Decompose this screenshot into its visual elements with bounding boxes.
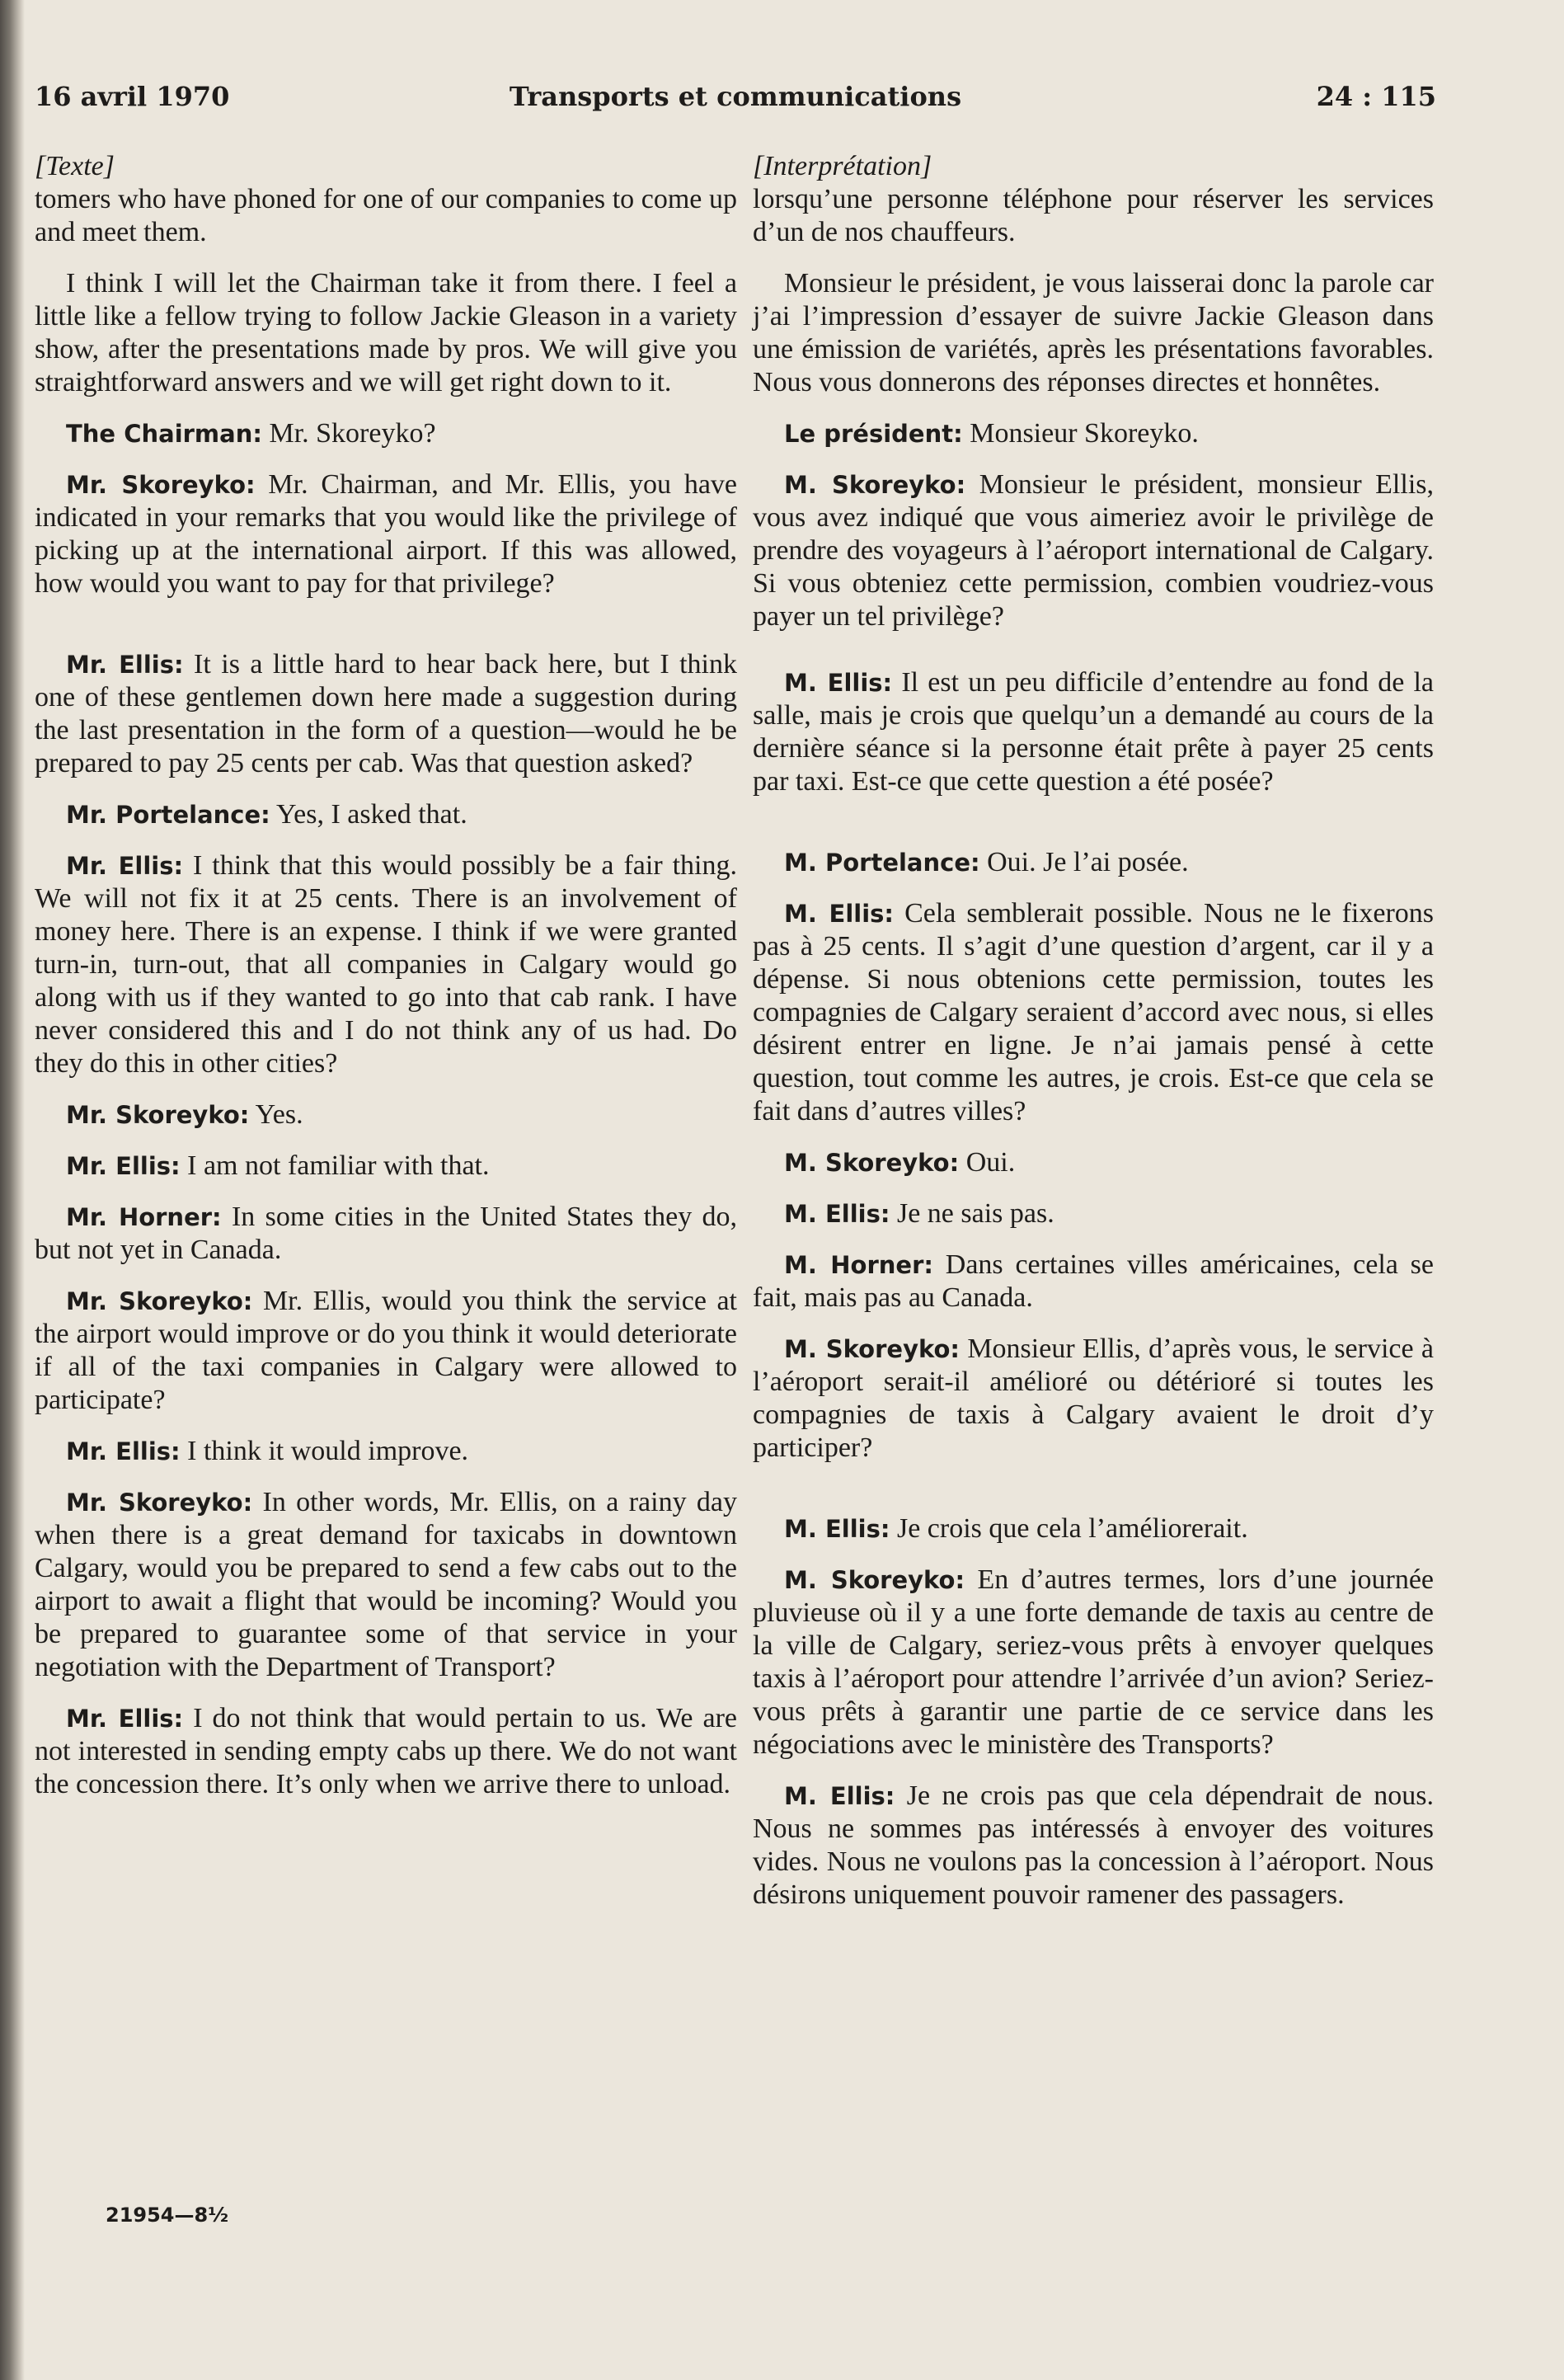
speech-text: Je crois que cela l’améliorerait. — [896, 1513, 1248, 1544]
header-page-number: 24 : 115 — [1316, 81, 1436, 112]
speech-text: Monsieur Skoreyko. — [970, 418, 1199, 449]
paragraph: tomers who have phoned for one of our companies to come up and meet them. — [35, 184, 737, 247]
speaker: M. Skoreyko: — [784, 1149, 960, 1177]
speaker: M. Ellis: — [784, 900, 895, 928]
speech-text: Yes. — [255, 1099, 303, 1130]
header-date: 16 avril 1970 — [35, 81, 230, 112]
speech — [35, 468, 737, 600]
printer-footnote: 21954—8½ — [106, 2204, 229, 2227]
speaker: Mr. Skoreyko: — [66, 471, 256, 499]
speech — [753, 1512, 1434, 1545]
speech — [753, 1564, 1434, 1761]
speaker: Mr. Ellis: — [66, 651, 184, 679]
speech — [753, 417, 1434, 450]
speech — [35, 798, 737, 831]
speaker: Mr. Skoreyko: — [66, 1101, 250, 1129]
speech-text: I think it would improve. — [187, 1436, 469, 1466]
speech — [35, 1150, 737, 1183]
speaker: M. Horner: — [784, 1251, 933, 1279]
speech-text: En d’autres termes, lors d’une journée pluvieuse où il y a une forte demande de taxis au centre de la ville de Calgary, seriez-vous prêts à envoyer quelques taxis à l’aéroport pour attendre l’arrivée d’un avion? Seriez-vous prêts à garantir une partie de ce service dans les négociations avec le ministère des Transports? — [753, 1564, 1435, 1760]
speech — [753, 666, 1434, 798]
speech — [35, 1285, 737, 1417]
speech-text: Mr. Chairman, and Mr. Ellis, you have indicated in your remarks that you would like the privilege of picking up at the international airport. If this was allowed, how would you want to pay for that privilege? — [35, 469, 738, 599]
speaker: Le président: — [784, 420, 963, 448]
english-column — [35, 150, 737, 1819]
speaker: Mr. Skoreyko: — [66, 1287, 253, 1315]
speech — [35, 1486, 737, 1684]
speech-text: I am not familiar with that. — [187, 1150, 490, 1181]
speech-text: Dans certaines villes américaines, cela se fait, mais pas au Canada. — [753, 1249, 1434, 1313]
speech — [753, 1146, 1434, 1179]
speaker: Mr. Ellis: — [66, 1705, 184, 1733]
speech-text: Monsieur le président, monsieur Ellis, vous avez indiqué que vous aimeriez avoir le privilège de prendre des voyageurs à l’aéroport international de Calgary. Si vous obteniez cette permission, combien voudriez-vous payer un tel privilège? — [753, 469, 1434, 632]
speech-text: It is a little hard to hear back here, but I think one of these gentlemen down here made a suggestion during the last presentation in the form of a question—would he be prepared to pay 25 cents per cab. Was that question asked? — [35, 649, 737, 778]
speech — [753, 1197, 1434, 1230]
speech — [753, 1333, 1434, 1465]
speaker: M. Ellis: — [784, 669, 893, 697]
speech — [35, 648, 737, 780]
speech-text: I do not think that would pertain to us. We are not interested in sending empty cabs up there. We do not want the concession there. It’s only when we arrive there to unload. — [35, 1703, 737, 1799]
speech-text: Yes, I asked that. — [276, 799, 467, 830]
speaker: Mr. Ellis: — [66, 1437, 181, 1465]
speech — [753, 468, 1434, 633]
speech-text: Oui. — [965, 1147, 1016, 1178]
speech-text: In some cities in the United States they do, but not yet in Canada. — [35, 1202, 737, 1265]
speech-text: Mr. Skoreyko? — [269, 418, 436, 449]
speaker: Mr. Portelance: — [66, 801, 270, 829]
speech — [753, 846, 1434, 879]
speech-text: Il est un peu difficile d’entendre au fond de la salle, mais je crois que quelqu’un a demandé au cours de la dernière séance si la personne était prête à payer 25 cents par taxi. Est-ce que cette question a été posée? — [753, 667, 1435, 797]
header-title: Transports et communications — [509, 81, 962, 112]
speech — [35, 849, 737, 1080]
speaker: M. Ellis: — [784, 1200, 890, 1228]
speaker: M. Portelance: — [784, 849, 980, 877]
speech-text: In other words, Mr. Ellis, on a rainy day when there is a great demand for taxicabs in downtown Calgary, would you be prepared to send a few cabs out to the airport to await a flight that would be incoming? Would you be prepared to guarantee some of that service in your negotiation with the Department of Transport? — [35, 1487, 737, 1682]
speech — [35, 417, 737, 450]
speech — [35, 1435, 737, 1468]
speech-text: Cela semblerait possible. Nous ne le fixerons pas à 25 cents. Il s’agit d’une question d’argent, car il y a dépense. Si nous obtenions cette permission, toutes les compagnies de Calgary seraient d’accord avec nous, si elles désirent entrer en ligne. Je n’ai jamais pensé à cette question, tout comme les autres, je crois. Est-ce que cela se fait dans d’autres villes? — [753, 898, 1434, 1127]
speaker: Mr. Ellis: — [66, 1152, 181, 1180]
page-header — [35, 81, 1436, 122]
speaker: M. Skoreyko: — [784, 1335, 960, 1363]
speaker: The Chairman: — [66, 420, 262, 448]
section-tag: [Interprétation] — [753, 151, 932, 181]
speech — [35, 1702, 737, 1801]
speaker: M. Ellis: — [784, 1782, 895, 1810]
speaker: Mr. Ellis: — [66, 852, 184, 880]
speech-text: Je ne crois pas que cela dépendrait de nous. Nous ne sommes pas intéressés à envoyer des voitures vides. Nous ne voulons pas la concession à l’aéroport. Nous désirons uniquement pouvoir ramener des passagers. — [753, 1780, 1435, 1910]
speech-text: Oui. Je l’ai posée. — [987, 847, 1189, 877]
section-tag: [Texte] — [35, 151, 115, 181]
book-spine-shadow — [0, 0, 25, 2380]
speech-text: Monsieur Ellis, d’après vous, le service à l’aéroport serait-il amélioré ou détérioré si toutes les compagnies de taxis à Calgary avaient le droit d’y participer? — [753, 1333, 1434, 1463]
speech — [35, 1098, 737, 1131]
paragraph: I think I will let the Chairman take it from there. I feel a little like a fellow trying to follow Jackie Gleason in a variety show, after the presentations made by pros. We will give you straightforward answers and we will get right down to it. — [35, 268, 737, 397]
speaker: M. Skoreyko: — [784, 1566, 965, 1594]
speech — [753, 1249, 1434, 1315]
speech-text: Mr. Ellis, would you think the service at the airport would improve or do you think it would deteriorate if all of the taxi companies in Calgary were allowed to participate? — [35, 1286, 738, 1415]
speaker: M. Ellis: — [784, 1515, 890, 1543]
speech — [753, 897, 1434, 1128]
speech — [753, 1780, 1434, 1912]
speaker: Mr. Horner: — [66, 1203, 222, 1231]
speaker: Mr. Skoreyko: — [66, 1489, 253, 1517]
paragraph: Monsieur le président, je vous laisserai donc la parole car j’ai l’impression d’essayer de suivre Jackie Gleason dans une émission de variétés, après les présentations favorables. Nous vous donnerons des réponses directes et honnêtes. — [753, 268, 1434, 397]
speaker: M. Skoreyko: — [784, 471, 966, 499]
french-column — [753, 150, 1434, 1930]
speech-text: Je ne sais pas. — [896, 1198, 1054, 1229]
speech — [35, 1201, 737, 1267]
speech-text: I think that this would possibly be a fair thing. We will not fix it at 25 cents. There is an involvement of money here. There is an expense. I think if we were granted turn-in, turn-out, that all companies in Calgary would go along with us if they wanted to go into that cab rank. I have never considered this and I do not think any of us had. Do they do this in other cities? — [35, 850, 737, 1079]
paragraph: lorsqu’une personne téléphone pour réserver les services d’un de nos chauffeurs. — [753, 184, 1434, 247]
